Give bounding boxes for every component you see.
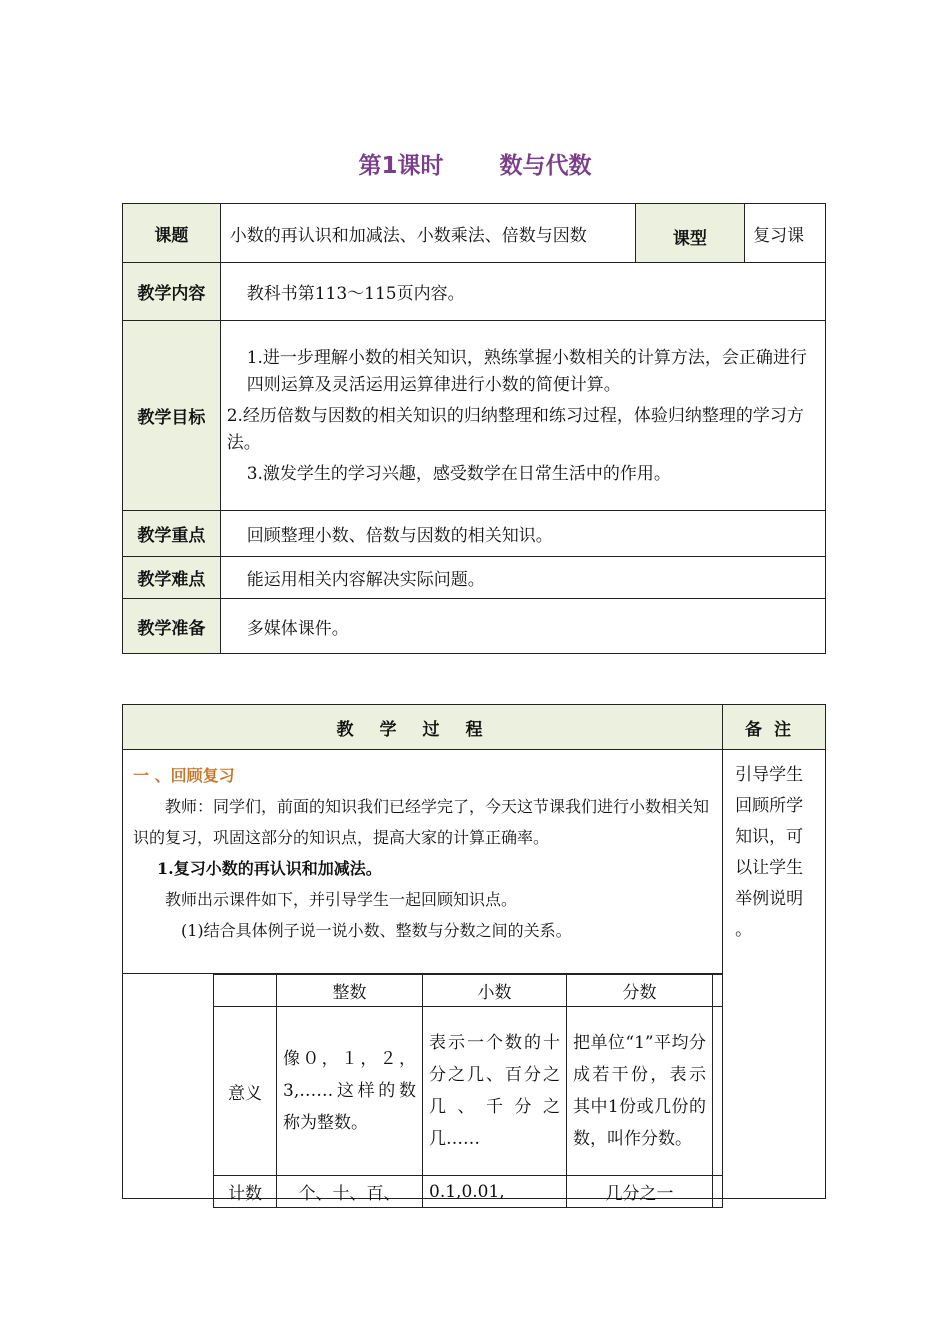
cmp-edge <box>713 1007 723 1176</box>
number-comparison-table <box>213 974 723 1208</box>
cmp-header-blank <box>214 975 277 1007</box>
teaching-note: 引导学生回顾所学知识，可以让学生举例说明 。 <box>723 750 826 1199</box>
cmp-row-label: 意义 <box>214 1007 277 1176</box>
cmp-cell-decimal: 0.1,0.01, <box>423 1176 567 1208</box>
topic-label: 课题 <box>123 204 221 263</box>
lesson-info-table <box>122 203 826 654</box>
type-label: 课型 <box>635 204 745 263</box>
teacher-paragraph: 教师：同学们，前面的知识我们已经学完了，今天这节课我们进行小数相关知识的复习，巩固这部分的知识点，提高大家的计算正确率。 <box>133 797 710 847</box>
cmp-header-integer: 整数 <box>277 975 423 1007</box>
key-label: 教学重点 <box>123 511 221 557</box>
show-paragraph: 教师出示课件如下，并引导学生一起回顾知识点。 <box>165 890 518 909</box>
type-value: 复习课 <box>745 204 826 263</box>
content-value: 教科书第113～115页内容。 <box>220 263 825 321</box>
page-title <box>0 147 950 180</box>
cmp-header-decimal: 小数 <box>423 975 567 1007</box>
goals-list <box>220 321 825 511</box>
notes-header: 备注 <box>723 705 826 750</box>
cmp-cell-integer: 个、十、百、 <box>277 1176 423 1208</box>
prep-label: 教学准备 <box>123 599 221 654</box>
difficult-label: 教学难点 <box>123 557 221 599</box>
key-value: 回顾整理小数、倍数与因数的相关知识。 <box>220 511 825 557</box>
lesson-topic: 数与代数 <box>499 153 592 179</box>
cmp-cell-integer: 像０，１，２，3,……这样的数称为整数。 <box>277 1007 423 1176</box>
difficult-value: 能运用相关内容解决实际问题。 <box>220 557 825 599</box>
lesson-number: 第1课时 <box>358 153 444 179</box>
goal-item: 3.激发学生的学习兴趣，感受数学在日常生活中的作用。 <box>246 464 671 484</box>
question-paragraph: (1)结合具体例子说一说小数、整数与分数之间的关系。 <box>181 921 572 940</box>
cmp-edge <box>713 1176 723 1208</box>
cmp-cell-fraction: 几分之一 <box>567 1176 713 1208</box>
goal-item: 1.进一步理解小数的相关知识，熟练掌握小数相关的计算方法，会正确进行四则运算及灵活运用运算律进行小数的简便计算。 <box>246 348 807 395</box>
goal-item: 2.经历倍数与因数的相关知识的归纳整理和练习过程，体验归纳整理的学习方法。 <box>226 406 804 453</box>
process-header: 教学过程 <box>123 705 723 750</box>
goals-label: 教学目标 <box>123 321 221 511</box>
cmp-cell-decimal: 表示一个数的十分之几、百分之几、千分之几…… <box>423 1007 567 1176</box>
cmp-header-fraction: 分数 <box>567 975 713 1007</box>
cmp-cell-fraction: 把单位“1”平均分成若干份，表示其中1份或几份的数，叫作分数。 <box>567 1007 713 1176</box>
cmp-row-label: 计数 <box>214 1176 277 1208</box>
topic-value: 小数的再认识和加减法、小数乘法、倍数与因数 <box>220 204 635 263</box>
cmp-edge <box>713 975 723 1007</box>
section-title: 一 、回顾复习 <box>133 766 235 785</box>
prep-value: 多媒体课件。 <box>220 599 825 654</box>
sub-heading: 1.复习小数的再认识和加减法。 <box>157 859 382 878</box>
content-label: 教学内容 <box>123 263 221 321</box>
